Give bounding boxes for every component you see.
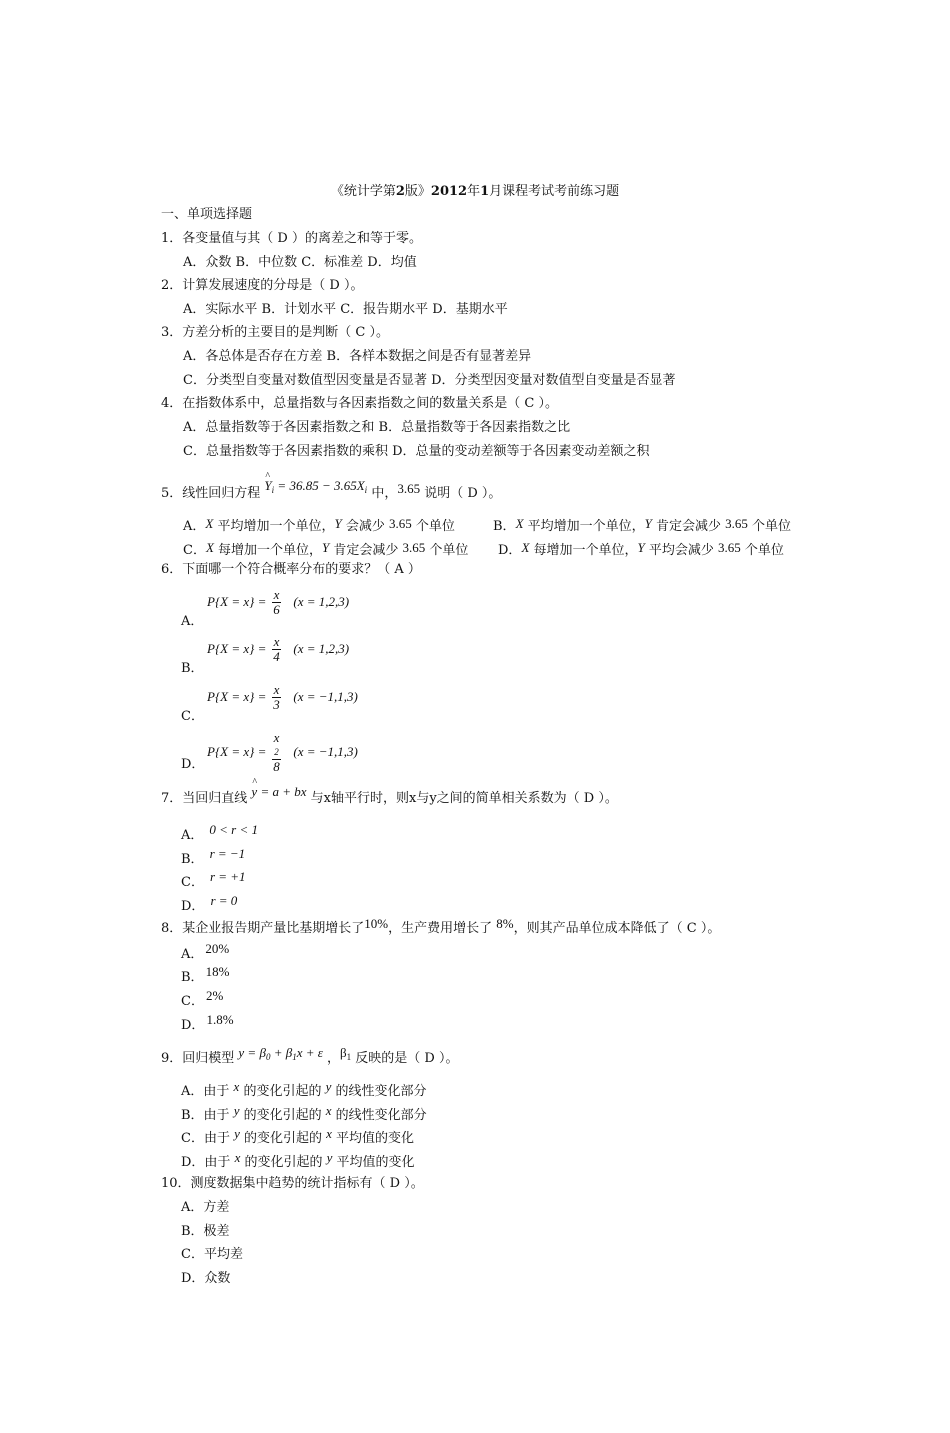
question-6-option-a-label: A．	[181, 614, 204, 629]
question-5-option-d: D．X 每增加一个单位，Y 平均会减少 3.65 个单位	[498, 540, 784, 558]
question-6-stem: 6．下面哪一个符合概率分布的要求？（ A ）	[161, 562, 421, 577]
question-10-option-a: A．方差	[181, 1200, 230, 1215]
question-4-options-cd: C．总量指数等于各因素指数的乘积 D．总量的变动差额等于各因素变动差额之积	[183, 444, 650, 459]
question-10-option-d: D．众数	[181, 1271, 231, 1286]
question-5-stem: 5．线性回归方程 ^ $Y_i = 36.85 - 3.65X_i$ 中，3.65 说明（ D ）。	[161, 485, 501, 505]
question-5-option-c: C．X 每增加一个单位，Y 肯定会减少 3.65 个单位	[183, 540, 469, 558]
question-2-stem: 2．计算发展速度的分母是（ D ）。	[161, 278, 364, 293]
question-4-stem: 4．在指数体系中，总量指数与各因素指数之间的数量关系是（ C ）。	[161, 396, 558, 411]
question-6-option-c-label: C．	[181, 709, 204, 724]
question-1-options: A．众数 B．中位数 C．标准差 D．均值	[183, 255, 417, 270]
question-5-option-b: B．X 平均增加一个单位，Y 肯定会减少 3.65 个单位	[493, 516, 792, 534]
question-3-options-cd: C．分类型自变量对数值型因变量是否显著 D．分类型因变量对数值型自变量是否显著	[183, 373, 676, 388]
question-8-option-c: C． 2%	[181, 988, 224, 1009]
question-6-option-b-label: B．	[181, 661, 204, 676]
question-2-options: A．实际水平 B．计划水平 C．报告期水平 D．基期水平	[183, 302, 508, 317]
question-10-stem: 10．测度数据集中趋势的统计指标有（ D ）。	[161, 1176, 424, 1191]
question-9-stem: 9．回归模型 $y = \beta_0 + \beta_1x + \varepsilon$ ，$\beta_1$ 反映的是（ D ）。	[161, 1045, 459, 1066]
section-heading: 一、单项选择题	[161, 207, 253, 222]
question-1-stem: 1．各变量值与其（ D ）的离差之和等于零。	[161, 231, 422, 246]
question-7-option-b: B． r = −1	[181, 846, 246, 867]
question-8-option-a: A． 20%	[181, 941, 230, 962]
question-8-option-b: B． 18%	[181, 964, 230, 985]
question-6-option-d-label: D．	[181, 757, 205, 772]
question-7-option-d: D． r = 0	[181, 893, 238, 914]
question-10-option-b: B．极差	[181, 1224, 230, 1239]
question-6-option-c-formula: P{X = x} = $\frac{x}{3}$ (x = −1,1,3)	[207, 682, 358, 712]
question-10-option-c: C．平均差	[181, 1247, 243, 1262]
question-9-option-c: C．由于 y 的变化引起的 x 平均值的变化	[181, 1126, 415, 1146]
question-3-options-ab: A．各总体是否存在方差 B．各样本数据之间是否有显著差异	[183, 349, 532, 364]
question-3-stem: 3．方差分析的主要目的是判断（ C ）。	[161, 325, 389, 340]
question-6-option-a-formula: P{X = x} = $\frac{x}{6}$ (x = 1,2,3)	[207, 587, 350, 617]
regression-equation: ^ $Y_i = 36.85 - 3.65X_i$	[264, 478, 367, 493]
document-title: 《统计学第2版》2012年1月课程考试考前练习题	[330, 184, 620, 199]
question-7-option-c: C． r = +1	[181, 869, 246, 890]
question-6-option-b-formula: P{X = x} = $\frac{x}{4}$ (x = 1,2,3)	[207, 634, 350, 664]
question-4-options-ab: A．总量指数等于各因素指数之和 B．总量指数等于各因素指数之比	[183, 420, 571, 435]
question-9-option-d: D．由于 x 的变化引起的 y 平均值的变化	[181, 1150, 415, 1170]
question-6-option-d-formula: P{X = x} = x 2 8 (x = −1,1,3)	[207, 730, 358, 774]
question-9-option-a: A．由于 x 的变化引起的 y 的线性变化部分	[181, 1079, 427, 1099]
question-9-option-b: B．由于 y 的变化引起的 x 的线性变化部分	[181, 1103, 427, 1123]
question-7-option-a: A． 0 < r < 1	[181, 822, 258, 843]
question-5-option-a: A．X 平均增加一个单位，Y 会减少 3.65 个单位	[183, 516, 455, 534]
question-8-option-d: D． 1.8%	[181, 1012, 234, 1033]
question-7-stem: 7．当回归直线 ^ y = a + bx 与x轴平行时，则x与y之间的简单相关系数为（ D ）。	[161, 790, 618, 807]
question-8-stem: 8．某企业报告期产量比基期增长了10%，生产费用增长了 8%，则其产品单位成本降低了（ C ）。	[161, 916, 721, 936]
